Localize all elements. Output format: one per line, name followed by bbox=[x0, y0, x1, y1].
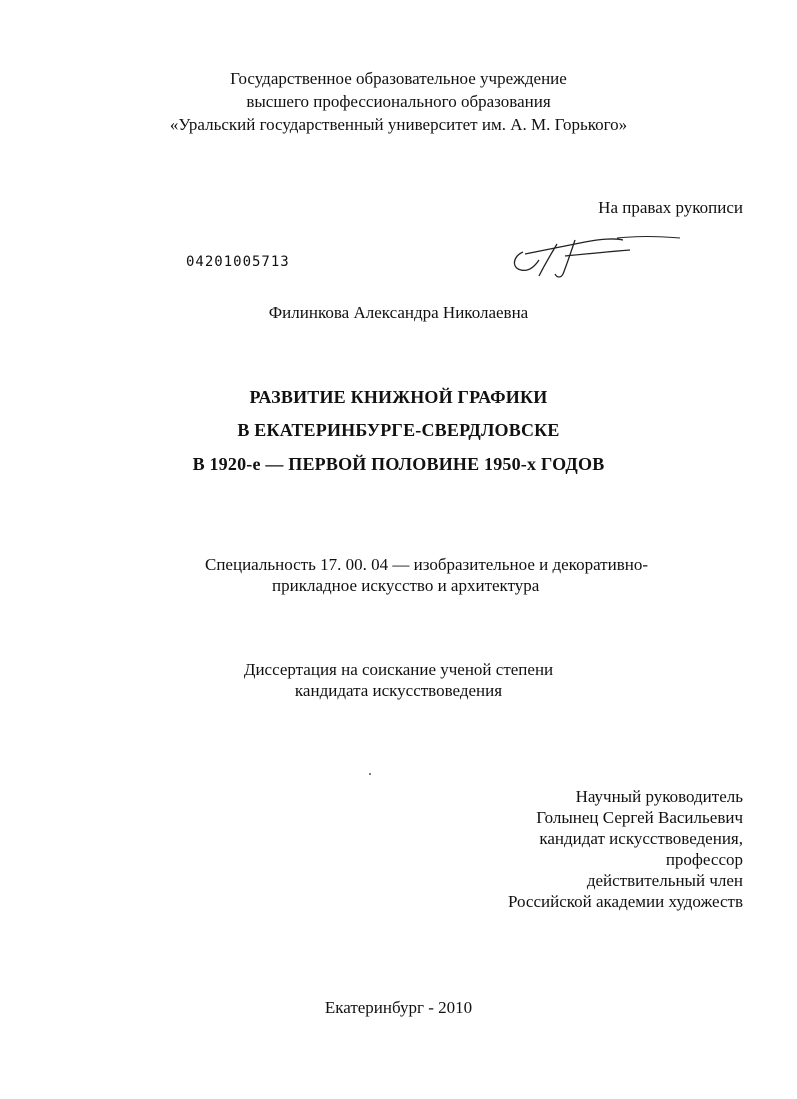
supervisor-degree: кандидат искусствоведения, bbox=[539, 829, 743, 848]
speck-mark bbox=[369, 773, 371, 775]
registry-number: 04201005713 bbox=[186, 254, 290, 270]
rights-note: На правах рукописи bbox=[598, 198, 743, 217]
supervisor-membership-1: действительный член bbox=[586, 871, 743, 890]
degree-line-1: Диссертация на соискание ученой степени bbox=[243, 660, 554, 679]
supervisor-title: профессор bbox=[665, 850, 743, 869]
specialty-line-1: Специальность 17. 00. 04 — изобразительное и декоративно- bbox=[205, 555, 648, 574]
institution-line-3: «Уральский государственный университет им. А. М. Горького» bbox=[169, 115, 628, 134]
signature-image bbox=[505, 230, 690, 280]
title-line-2: В ЕКАТЕРИНБУРГЕ-СВЕРДЛОВСКЕ bbox=[237, 420, 560, 440]
title-line-1: РАЗВИТИЕ КНИЖНОЙ ГРАФИКИ bbox=[249, 387, 548, 407]
author-name: Филинкова Александра Николаевна bbox=[268, 303, 529, 322]
supervisor-membership-2: Российской академии художеств bbox=[507, 892, 743, 911]
city-year: Екатеринбург - 2010 bbox=[324, 998, 473, 1017]
institution-line-1: Государственное образовательное учреждение bbox=[230, 69, 567, 88]
specialty-line-2: прикладное искусство и архитектура bbox=[272, 576, 540, 595]
title-line-3: В 1920-е — ПЕРВОЙ ПОЛОВИНЕ 1950-х ГОДОВ bbox=[192, 454, 605, 474]
institution-line-2: высшего профессионального образования bbox=[246, 92, 551, 111]
supervisor-role: Научный руководитель bbox=[575, 787, 743, 806]
supervisor-name: Голынец Сергей Васильевич bbox=[536, 808, 743, 827]
degree-line-2: кандидата искусствоведения bbox=[294, 681, 503, 700]
